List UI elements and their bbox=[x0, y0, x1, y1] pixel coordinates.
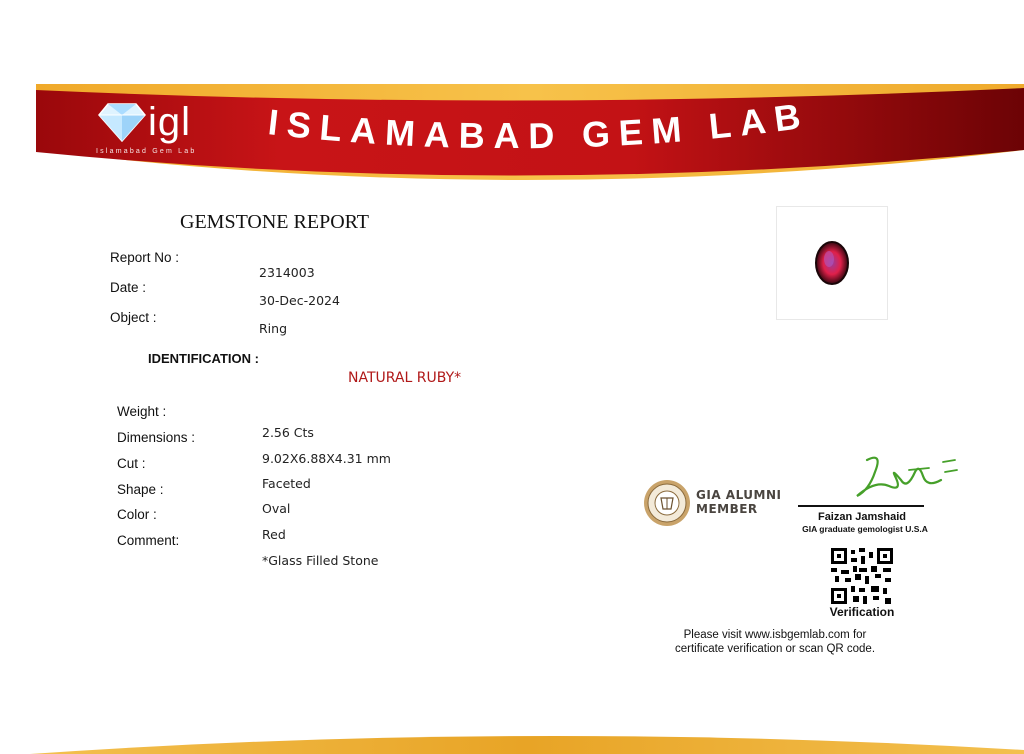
verification-instructions: Please visit www.isbgemlab.com for certificate verification or scan QR code. bbox=[674, 629, 876, 655]
object-label: Object : bbox=[110, 310, 157, 325]
date-label: Date : bbox=[110, 280, 147, 295]
shape-label: Shape : bbox=[117, 482, 164, 497]
comment-label: Comment: bbox=[117, 533, 180, 548]
signer-name: Faizan Jamshaid bbox=[817, 511, 907, 523]
species-value: NATURAL RUBY* bbox=[348, 370, 462, 386]
cut-label: Cut : bbox=[117, 456, 146, 471]
svg-text:ISLAMABAD GEM LAB: ISLAMABAD GEM LAB bbox=[266, 94, 812, 157]
object-value: Ring bbox=[259, 321, 288, 336]
logo-subtitle: Islamabad Gem Lab bbox=[96, 148, 197, 155]
dimensions-value: 9.02X6.88X4.31 mm bbox=[262, 451, 391, 466]
logo-text: igl bbox=[148, 100, 192, 144]
footer-band bbox=[0, 720, 1024, 754]
lab-name bbox=[262, 94, 822, 174]
report-no-label: Report No : bbox=[110, 250, 180, 265]
gemstone-photo bbox=[776, 206, 888, 320]
date-value: 30-Dec-2024 bbox=[259, 293, 340, 308]
gia-alumni-text: GIA ALUMNI MEMBER bbox=[696, 488, 782, 516]
report-title: GEMSTONE REPORT bbox=[180, 211, 370, 233]
color-value: Red bbox=[262, 527, 286, 542]
signer-title: GIA graduate gemologist U.S.A bbox=[802, 524, 928, 534]
signature-icon bbox=[845, 450, 960, 505]
weight-value: 2.56 Cts bbox=[262, 425, 314, 440]
shape-value: Oval bbox=[262, 501, 291, 516]
color-label: Color : bbox=[117, 507, 157, 522]
verification-label: Verification bbox=[829, 605, 895, 619]
qr-code[interactable] bbox=[831, 548, 893, 604]
report-no-value: 2314003 bbox=[259, 265, 315, 280]
dimensions-label: Dimensions : bbox=[117, 430, 196, 445]
weight-label: Weight : bbox=[117, 404, 167, 419]
signature-line bbox=[798, 505, 924, 507]
identification-label: IDENTIFICATION : bbox=[148, 351, 259, 366]
gia-seal-icon bbox=[641, 478, 693, 528]
comment-value: *Glass Filled Stone bbox=[262, 553, 379, 568]
cut-value: Faceted bbox=[262, 476, 311, 491]
diamond-logo-icon bbox=[98, 102, 146, 142]
